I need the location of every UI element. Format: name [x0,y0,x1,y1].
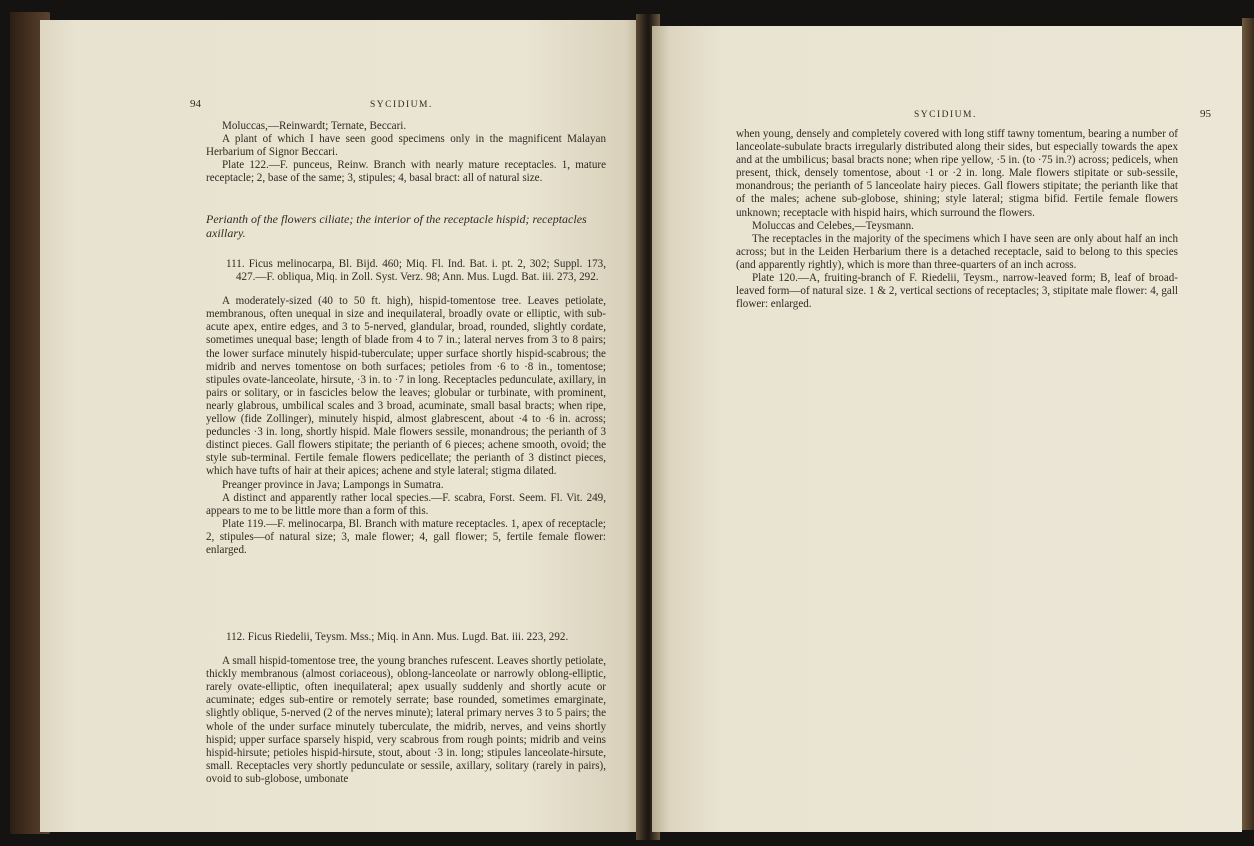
plate-caption-120: Plate 120.—A, fruiting-branch of F. Riedelii, Teysm., narrow-leaved form; B, leaf of broad-leaved form—of natural size. 1 & 2, vertical sections of receptacles; 3, stipitate male flower: 4, gall flower: enlarged. [736,272,1178,311]
species-locality-111: Preanger province in Java; Lampongs in Sumatra. [222,478,444,491]
left-page [40,20,644,832]
book-cover-edge-right [1242,18,1254,830]
species-111-block [206,258,606,557]
page-number-right: 95 [1200,108,1211,120]
paragraph-locality-prev: Moluccas,—Reinwardt; Ternate, Beccari. [222,120,407,132]
running-head-left: SYCIDIUM. [370,100,433,110]
paragraph-note-prev: A plant of which I have seen good specimens only in the magnificent Malayan Herbarium of Signor Beccari. [206,133,606,159]
right-text-block [736,128,1178,311]
page-number-left: 94 [190,98,201,110]
right-page [652,26,1242,832]
species-112-block [206,631,606,786]
species-note-111: A distinct and apparently rather local species.—F. scabra, Forst. Seem. Fl. Vit. 249, appears to me to be little more than a form of this. [206,491,606,517]
species-heading-111: 111. Ficus melinocarpa, Bl. Bijd. 460; Miq. Fl. Ind. Bat. i. pt. 2, 302; Suppl. 173, 427.—F. obliqua, Miq. in Zoll. Syst. Verz. 98; Ann. Mus. Lugd. Bat. iii. 273, 292. [226,258,606,284]
running-head-right: SYCIDIUM. [914,110,977,120]
plate-caption-119: Plate 119.—F. melinocarpa, Bl. Branch with mature receptacles. 1, apex of receptacle; 2, stipules—of natural size; 3, male flower; 4, gall flower; 5, fertile female flower: enlarged. [206,517,606,556]
species-heading-112: 112. Ficus Riedelii, Teysm. Mss.; Miq. in Ann. Mus. Lugd. Bat. iii. 223, 292. [226,631,569,643]
species-description-112: A small hispid-tomentose tree, the young branches rufescent. Leaves shortly petiolate, thickly membranous (almost coriaceous), oblong-lanceolate or narrowly oblong-elliptic, rarely ovate-elliptic, often inequilateral; apex usually suddenly and shortly acute or acuminate; edges sub-entire or remotely serrate; base rounded, sometimes emarginate, slightly oblique, 5-nerved (2 of the nerves minute); lateral primary nerves 3 to 5 pairs; the whole of the under surface minutely tuberculate, the midrib, nerves, and veins shortly hispid; upper surface sparsely hispid, very scabrous from rough points; midrib and veins hispid-hirsute; petioles hispid-hirsute, stout, about ·3 in. long; stipules lanceolate-hirsute, small. Receptacles very shortly pedunculate or sessile, axillary, solitary (rarely in pairs), ovoid to sub-globose, umbonate [206,655,606,785]
species-description-111: A moderately-sized (40 to 50 ft. high), hispid-tomentose tree. Leaves petiolate, membranous, often unequal in size and inequilateral, broadly ovate or elliptic, with sub-acute apex, entire edges, and 3 to 5-nerved, glandular, broad, rounded, slightly cordate, sometimes unequal base; length of blade from 4 to 7 in.; lateral nerves from 3 to 8 pairs; the lower surface minutely hispid-tuberculate; upper surface shortly hispid-scabrous; the midrib and nerves tomentose on both surfaces; petioles from ·6 to ·8 in., tomentose; stipules ovate-lanceolate, hirsute, ·3 in. to ·7 in long. Receptacles pedunculate, axillary, in pairs or solitary, or in fascicles below the leaves; globular or turbinate, with prominent, nearly glabrous, umbilical scales and 3 broad, acuminate, small basal bracts; when ripe, yellow (fide Zollinger), minutely hispid, almost glabrescent, about ·4 to ·6 in. across; peduncles ·3 in. long, shortly hispid. Male flowers sessile, monandrous; the perianth of 3 distinct pieces. Gall flowers stipitate; the perianth of 6 pieces; achene smooth, ovoid; the style sub-terminal. Fertile female flowers pedicellate; the perianth of 3 distinct pieces, which have tufts of hair at their apices; achene and style lateral; stigma dilated. [206,295,606,478]
paragraph-locality: Moluccas and Celebes,—Teysmann. [752,219,914,232]
paragraph-description-continued: when young, densely and completely covered with long stiff tawny tomentum, bearing a number of lanceolate-subulate bracts irregularly distributed along their sides, but especially towards the apex and at the umbilicus; basal bracts none; when ripe yellow, ·5 in. (to ·75 in.?) across; pedicels, when present, thick, densely tomentose, about ·1 or ·2 in. long. Male flowers stipitate or sub-sessile, monandrous; the perianth of 5 lanceolate hairy pieces. Gall flowers stipitate; the perianth like that of the males; achene sub-globose, shining; style lateral; stigma bifid. Fertile female flowers unknown; receptacle with hispid hairs, which surround the flowers. [736,128,1178,219]
paragraph-receptacle-note: The receptacles in the majority of the specimens which I have seen are only about half an inch across; but in the Leiden Herbarium there is a detached receptacle, said to belong to this species (and apparently rightly), which is more than three-quarters of an inch across. [736,232,1178,271]
section-heading: Perianth of the flowers ciliate; the interior of the receptacle hispid; receptacles axillary. [206,212,587,240]
plate-caption-122: Plate 122.—F. punceus, Reinw. Branch with nearly mature receptacles. 1, mature receptacle; 2, base of the same; 3, stipules; 4, basal bract: all of natural size. [206,159,606,185]
left-continued-text [206,120,606,185]
